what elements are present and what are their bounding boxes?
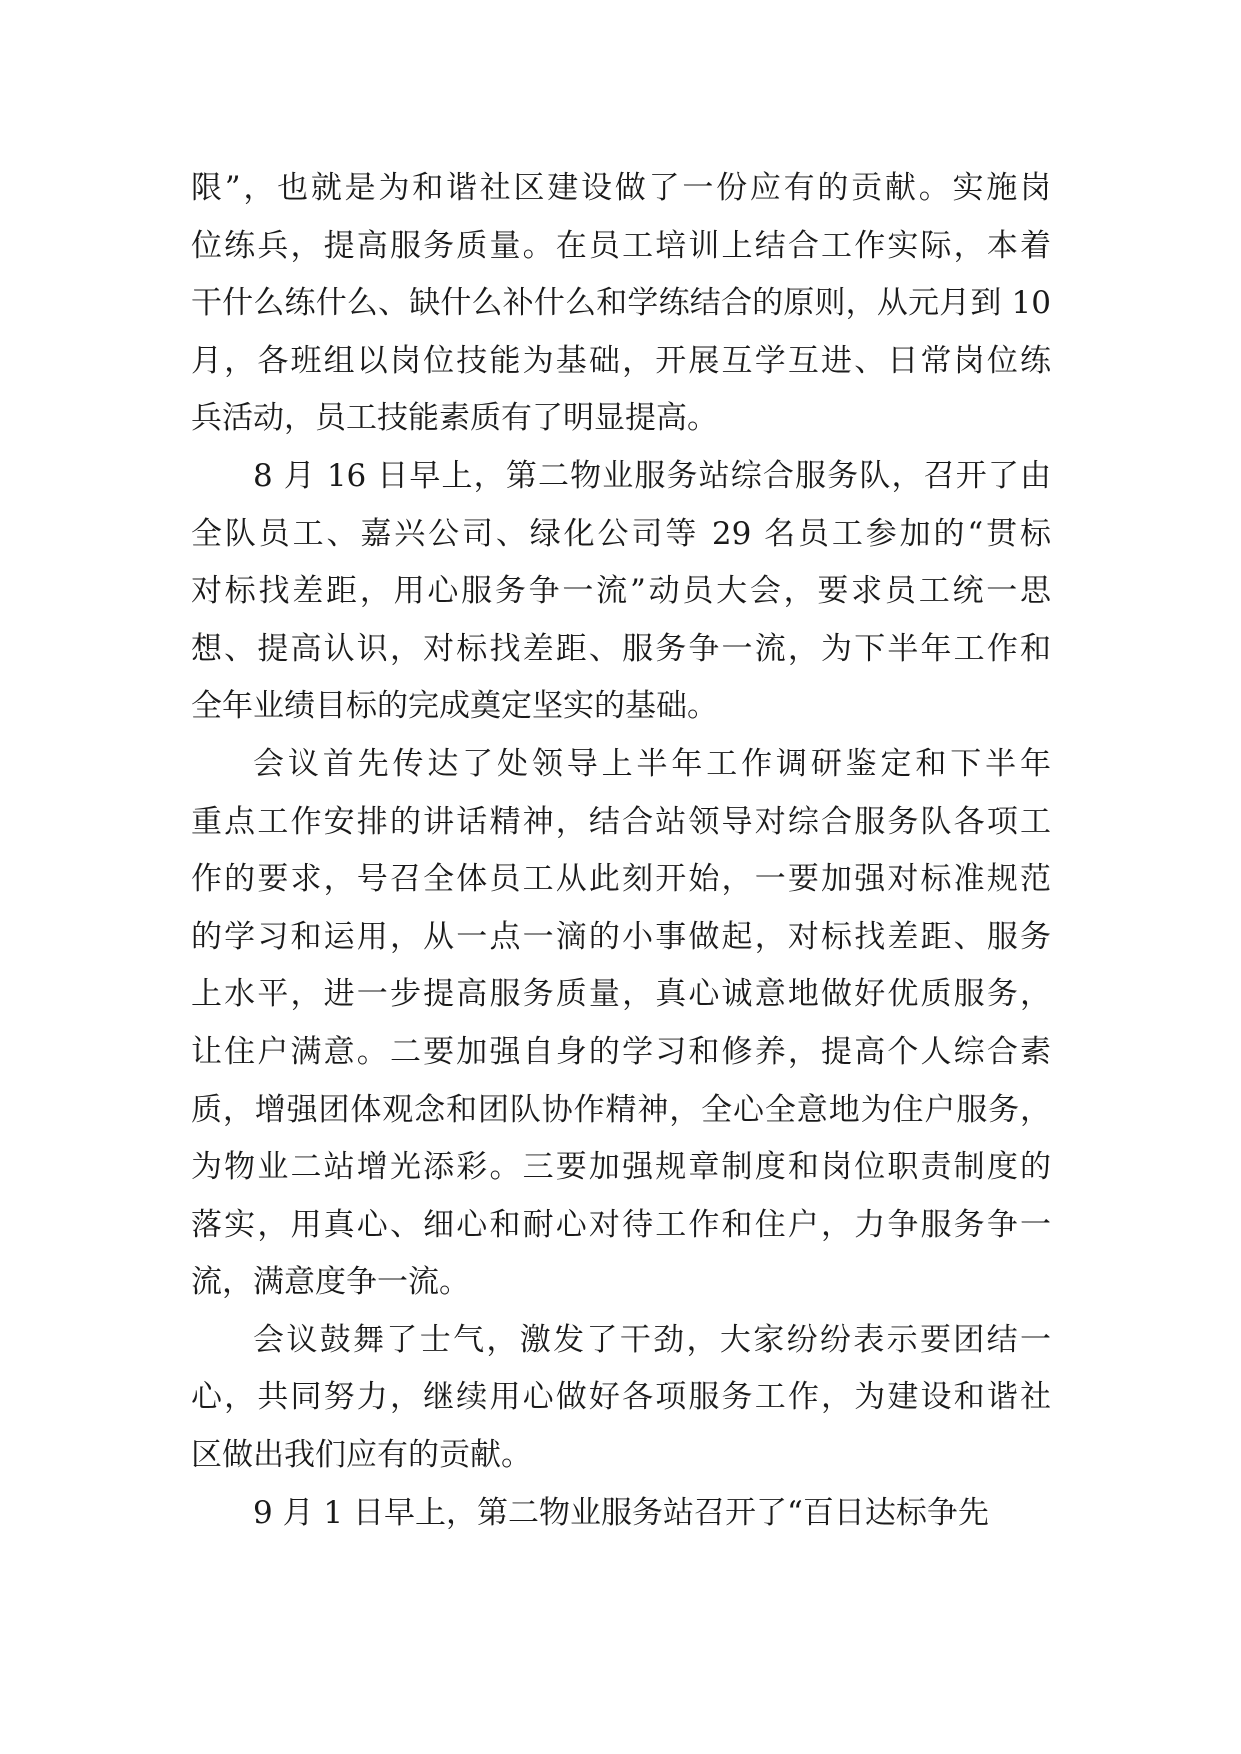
paragraph-first-line: 会议首先传达了处领导上半年工作调研鉴定和下半年 [253,745,1051,782]
text-line: 限”，也就是为和谐社区建设做了一份应有的贡献。实施岗 [191,170,1051,206]
text-line: 区做出我们应有的贡献。 [191,1437,532,1474]
text-line: 对标找差距，用心服务争一流”动员大会，要求员工统一思 [191,573,1051,610]
text-line: 月，各班组以岗位技能为基础，开展互学互进、日常岗位练 [191,342,1051,379]
text-line: 上水平，进一步提高服务质量，真心诚意地做好优质服务， [191,976,1051,1013]
text-line: 让住户满意。二要加强自身的学习和修养，提高个人综合素 [191,1033,1051,1070]
text-line: 落实，用真心、细心和耐心对待工作和住户，力争服务争一 [191,1206,1051,1243]
text-line: 重点工作安排的讲话精神，结合站领导对综合服务队各项工 [191,803,1051,840]
text-line: 作的要求，号召全体员工从此刻开始，一要加强对标准规范 [191,861,1051,898]
text-line: 的学习和运用，从一点一滴的小事做起，对标找差距、服务 [191,918,1051,955]
paragraph-first-line: 会议鼓舞了士气，激发了干劲，大家纷纷表示要团结一 [253,1321,1051,1358]
text-line: 流，满意度争一流。 [191,1264,470,1301]
paragraph-first-line: 8 月 16 日早上，第二物业服务站综合服务队，召开了由 [253,457,1051,494]
text-line: 全年业绩目标的完成奠定坚实的基础。 [191,688,718,725]
text-line: 质，增强团体观念和团队协作精神，全心全意地为住户服务， [191,1091,1051,1128]
paragraph-first-line: 9 月 1 日早上，第二物业服务站召开了“百日达标争先 [253,1494,989,1531]
text-line: 位练兵，提高服务质量。在员工培训上结合工作实际，本着 [191,227,1051,264]
text-line: 为物业二站增光添彩。三要加强规章制度和岗位职责制度的 [191,1149,1051,1186]
text-line: 兵活动，员工技能素质有了明显提高。 [191,400,718,437]
text-line: 想、提高认识，对标找差距、服务争一流，为下半年工作和 [191,630,1051,667]
document-body [191,160,1051,1542]
text-line: 干什么练什么、缺什么补什么和学练结合的原则，从元月到 10 [191,285,1051,322]
text-line: 全队员工、嘉兴公司、绿化公司等 29 名员工参加的“贯标 [191,515,1051,552]
text-line: 心，共同努力，继续用心做好各项服务工作，为建设和谐社 [191,1379,1051,1416]
